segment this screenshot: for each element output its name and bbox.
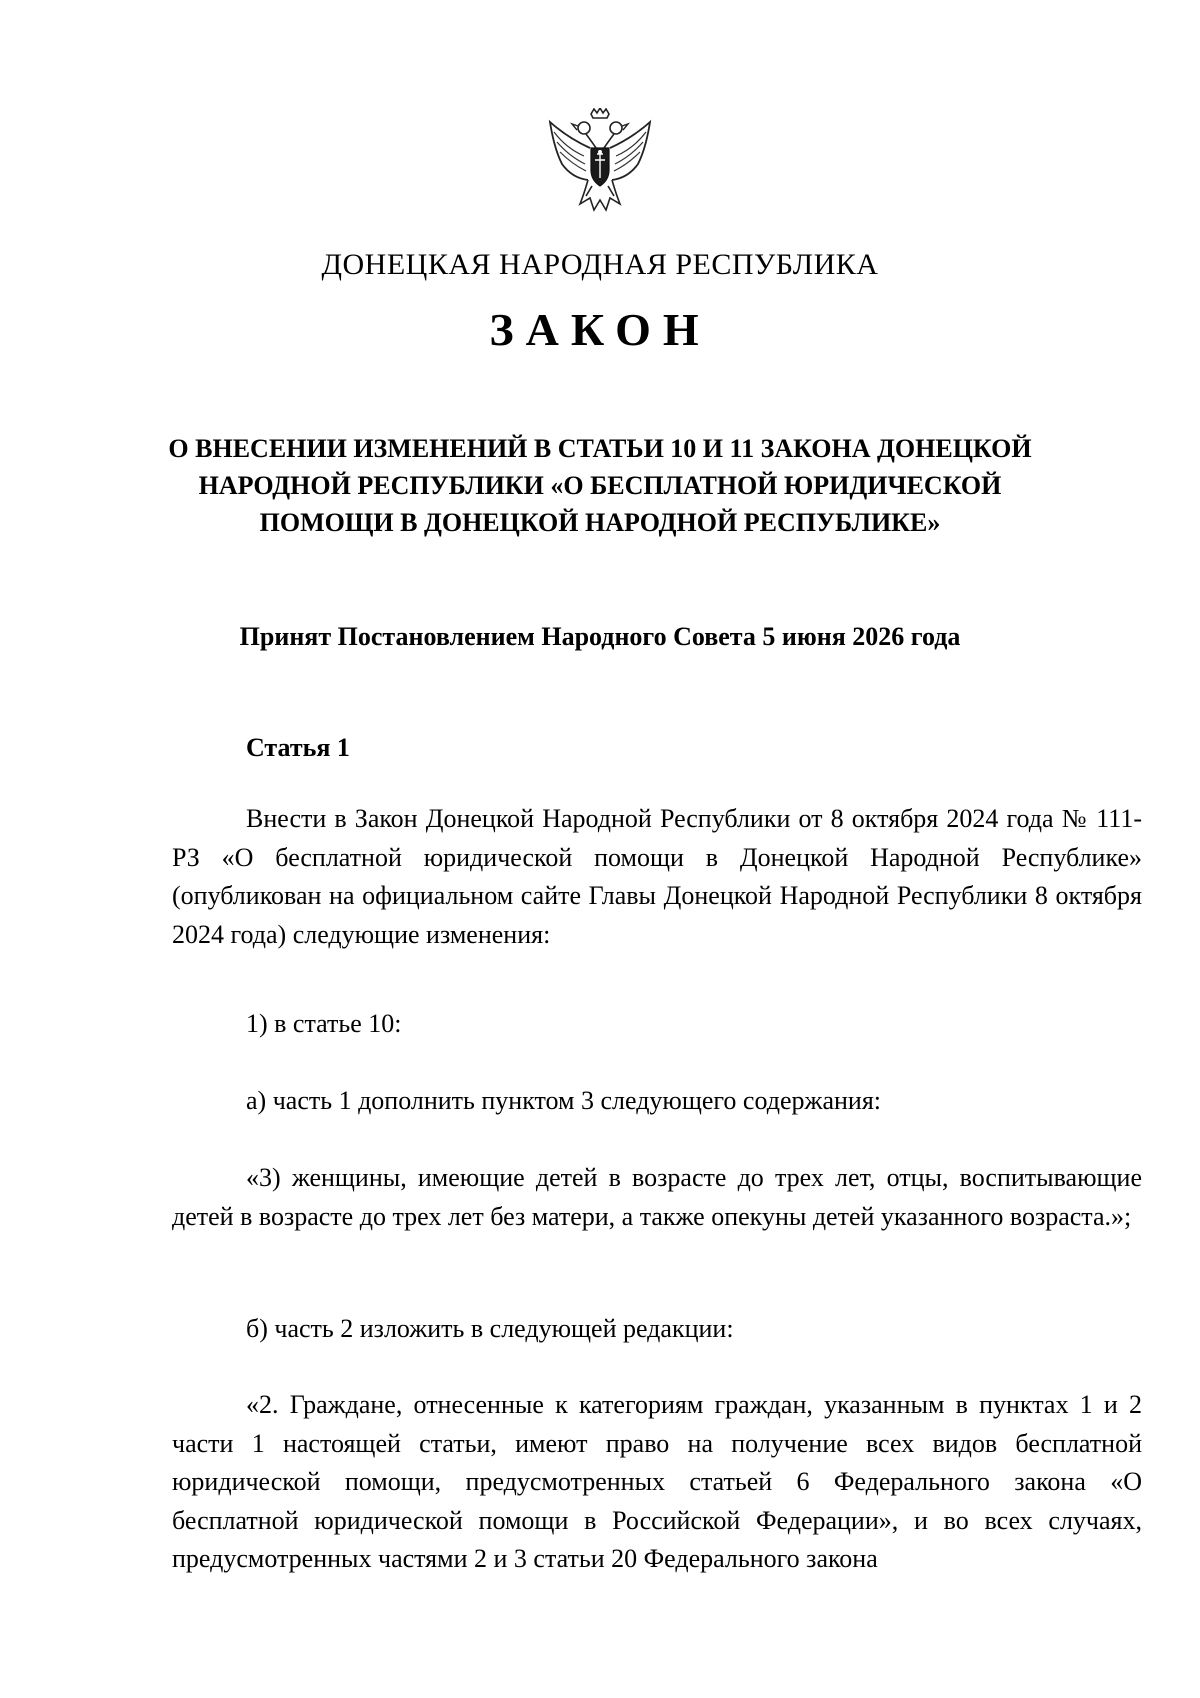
article-paragraph: «2. Граждане, отнесенные к категориям граждан, указанным в пунктах 1 и 2 части 1 настоящей статьи, имеют право на получение всех видов бесплатной юридической помощи, предусмотренных статьей 6 Федерального закона «О бесплатной юридической помощи в Российской Федерации», и во всех случаях, предусмотренных частями 2 и 3 статьи 20 Федерального закона: [172, 1390, 1142, 1573]
coat-of-arms-icon: [544, 108, 656, 220]
republic-name: ДОНЕЦКАЯ НАРОДНАЯ РЕСПУБЛИКА: [321, 248, 879, 281]
adoption-note: Принят Постановлением Народного Совета 5 июня 2026 года: [239, 622, 961, 651]
article-heading: Статья 1: [246, 733, 350, 762]
article-paragraph: Внести в Закон Донецкой Народной Республики от 8 октября 2024 года № 111-РЗ «О бесплатной юридической помощи в Донецкой Народной Республике» (опубликован на официальном сайте Главы Донецкой Народной Республики 8 октября 2024 года) следующие изменения:: [172, 804, 1142, 949]
document-type: ЗАКОН: [489, 304, 711, 355]
article-paragraph: а) часть 1 дополнить пунктом 3 следующего содержания:: [246, 1086, 882, 1115]
article-paragraph: «3) женщины, имеющие детей в возрасте до трех лет, отцы, воспитывающие детей в возрасте до трех лет без матери, а также опекуны детей указанного возраста.»;: [172, 1163, 1142, 1231]
article-paragraph: 1) в статье 10:: [246, 1009, 402, 1038]
article-paragraph: б) часть 2 изложить в следующей редакции:: [246, 1314, 734, 1343]
law-title: О ВНЕСЕНИИ ИЗМЕНЕНИЙ В СТАТЬИ 10 И 11 ЗАКОНА ДОНЕЦКОЙ НАРОДНОЙ РЕСПУБЛИКИ «О БЕСПЛАТНОЙ ЮРИДИЧЕСКОЙ ПОМОЩИ В ДОНЕЦКОЙ НАРОДНОЙ РЕСПУБЛИКЕ»: [168, 434, 1032, 537]
